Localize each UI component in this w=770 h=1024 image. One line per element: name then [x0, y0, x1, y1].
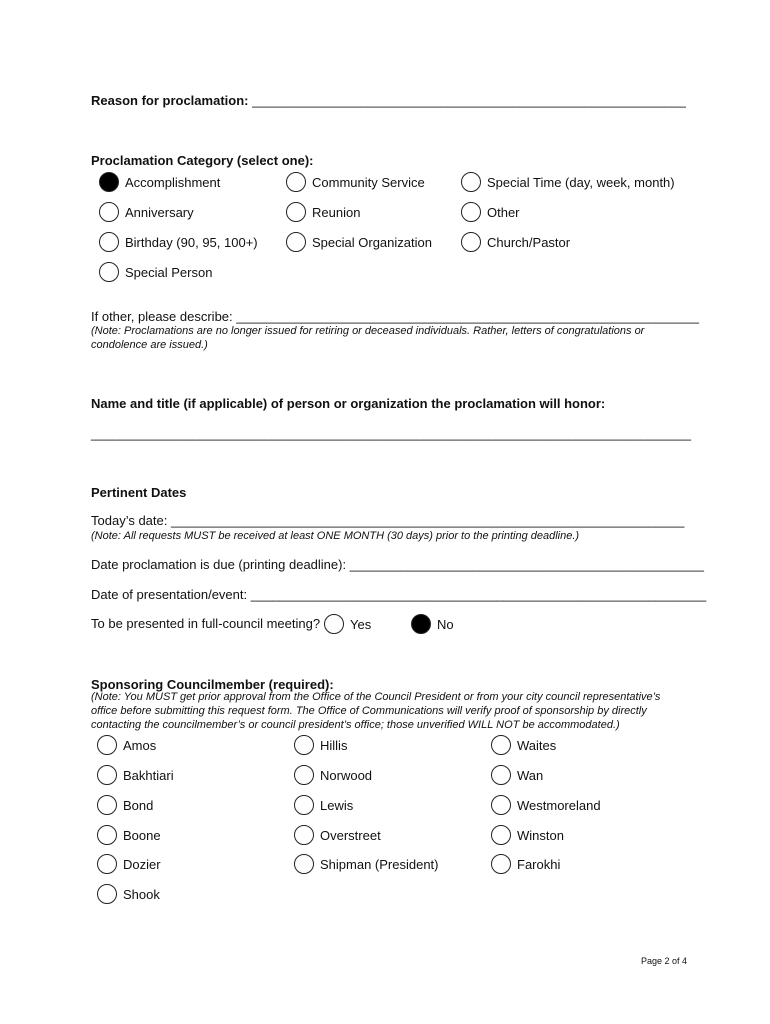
sponsor-option-label: Overstreet	[320, 828, 381, 843]
sponsor-option-label: Winston	[517, 828, 564, 843]
today-field[interactable]: _______________________________________________________________________	[171, 513, 685, 528]
sponsor-option-label: Shook	[123, 887, 160, 902]
category-option-label: Birthday (90, 95, 100+)	[125, 235, 258, 250]
radio-button[interactable]	[97, 854, 117, 874]
category-option-label: Other	[487, 205, 520, 220]
radio-button[interactable]	[294, 735, 314, 755]
presentation-label: Date of presentation/event:	[91, 587, 248, 602]
radio-button[interactable]	[286, 172, 306, 192]
radio-button[interactable]	[491, 854, 511, 874]
sponsor-option-label: Waites	[517, 738, 557, 753]
radio-button[interactable]	[97, 765, 117, 785]
radio-button[interactable]	[294, 854, 314, 874]
radio-button[interactable]	[324, 614, 344, 634]
page-number: Page 2 of 4	[641, 956, 688, 966]
sponsor-option-label: Bond	[123, 798, 154, 813]
radio-button[interactable]	[294, 765, 314, 785]
radio-button[interactable]	[461, 172, 481, 192]
radio-button[interactable]	[97, 884, 117, 904]
sponsor-heading: Sponsoring Councilmember (required):	[91, 677, 334, 692]
sponsor-option-label: Boone	[123, 828, 161, 843]
due-label: Date proclamation is due (printing deadline):	[91, 557, 347, 572]
council-question: To be presented in full-council meeting?	[91, 616, 321, 631]
category-option-label: Reunion	[312, 205, 361, 220]
due-row	[91, 557, 704, 572]
radio-button[interactable]	[99, 232, 119, 252]
category-note: (Note: Proclamations are no longer issued for retiring or deceased individuals. Rather, letters of congratulations or condolence are issued.)	[91, 325, 645, 351]
radio-button[interactable]	[97, 735, 117, 755]
honoree-heading: Name and title (if applicable) of person or organization the proclamation will honor:	[91, 396, 606, 411]
category-option-label: Community Service	[312, 175, 425, 190]
reason-row	[91, 93, 686, 108]
category-heading: Proclamation Category (select one):	[91, 153, 314, 168]
sponsor-option-label: Lewis	[320, 798, 354, 813]
due-field[interactable]: _________________________________________________	[349, 557, 704, 572]
radio-button[interactable]	[461, 232, 481, 252]
council-option-label: No	[437, 617, 454, 632]
category-option-label: Special Organization	[312, 235, 432, 250]
today-row	[91, 513, 684, 528]
radio-button[interactable]	[491, 735, 511, 755]
category-option-label: Special Time (day, week, month)	[487, 175, 675, 190]
category-option-label: Special Person	[125, 265, 213, 280]
sponsor-option-label: Farokhi	[517, 857, 561, 872]
dates-heading: Pertinent Dates	[91, 485, 187, 500]
sponsor-option-label: Hillis	[320, 738, 348, 753]
honoree-field[interactable]: ___________________________________________________________________________________	[91, 426, 692, 441]
radio-button[interactable]	[461, 202, 481, 222]
radio-button[interactable]	[294, 825, 314, 845]
radio-button[interactable]	[286, 202, 306, 222]
sponsor-option-label: Wan	[517, 768, 544, 783]
radio-button[interactable]	[491, 825, 511, 845]
category-option-label: Church/Pastor	[487, 235, 571, 250]
sponsor-option-label: Shipman (President)	[320, 857, 439, 872]
reason-field[interactable]: ____________________________________________________________	[252, 93, 686, 108]
other-label: If other, please describe:	[91, 309, 233, 324]
radio-button[interactable]	[99, 172, 119, 192]
other-row	[91, 309, 699, 324]
radio-button[interactable]	[286, 232, 306, 252]
presentation-field[interactable]: _______________________________________________________________	[250, 587, 707, 602]
category-option-label: Accomplishment	[125, 175, 221, 190]
radio-button[interactable]	[97, 795, 117, 815]
sponsor-option-label: Norwood	[320, 768, 373, 783]
category-option-label: Anniversary	[125, 205, 194, 220]
sponsor-note: (Note: You MUST get prior approval from the Office of the Council President or from your city council representative’s office before submitting this request form. The Office of Communications will verify proof of sponsorship by directly contacting the councilmember’s or council president’s office; those unverified WILL NOT be accommodated.)	[91, 691, 661, 731]
reason-label: Reason for proclamation:	[91, 93, 249, 108]
presentation-row	[91, 587, 706, 602]
radio-button[interactable]	[294, 795, 314, 815]
radio-button[interactable]	[411, 614, 431, 634]
radio-button[interactable]	[491, 795, 511, 815]
sponsor-option-label: Amos	[123, 738, 157, 753]
sponsor-option-label: Bakhtiari	[123, 768, 174, 783]
other-field[interactable]: ________________________________________________________________	[236, 309, 699, 324]
radio-button[interactable]	[99, 202, 119, 222]
today-note: (Note: All requests MUST be received at least ONE MONTH (30 days) prior to the printing deadline.)	[91, 530, 580, 542]
sponsor-option-label: Westmoreland	[517, 798, 601, 813]
today-label: Today’s date:	[91, 513, 168, 528]
radio-button[interactable]	[97, 825, 117, 845]
radio-button[interactable]	[99, 262, 119, 282]
council-option-label: Yes	[350, 617, 372, 632]
radio-button[interactable]	[491, 765, 511, 785]
sponsor-option-label: Dozier	[123, 857, 161, 872]
